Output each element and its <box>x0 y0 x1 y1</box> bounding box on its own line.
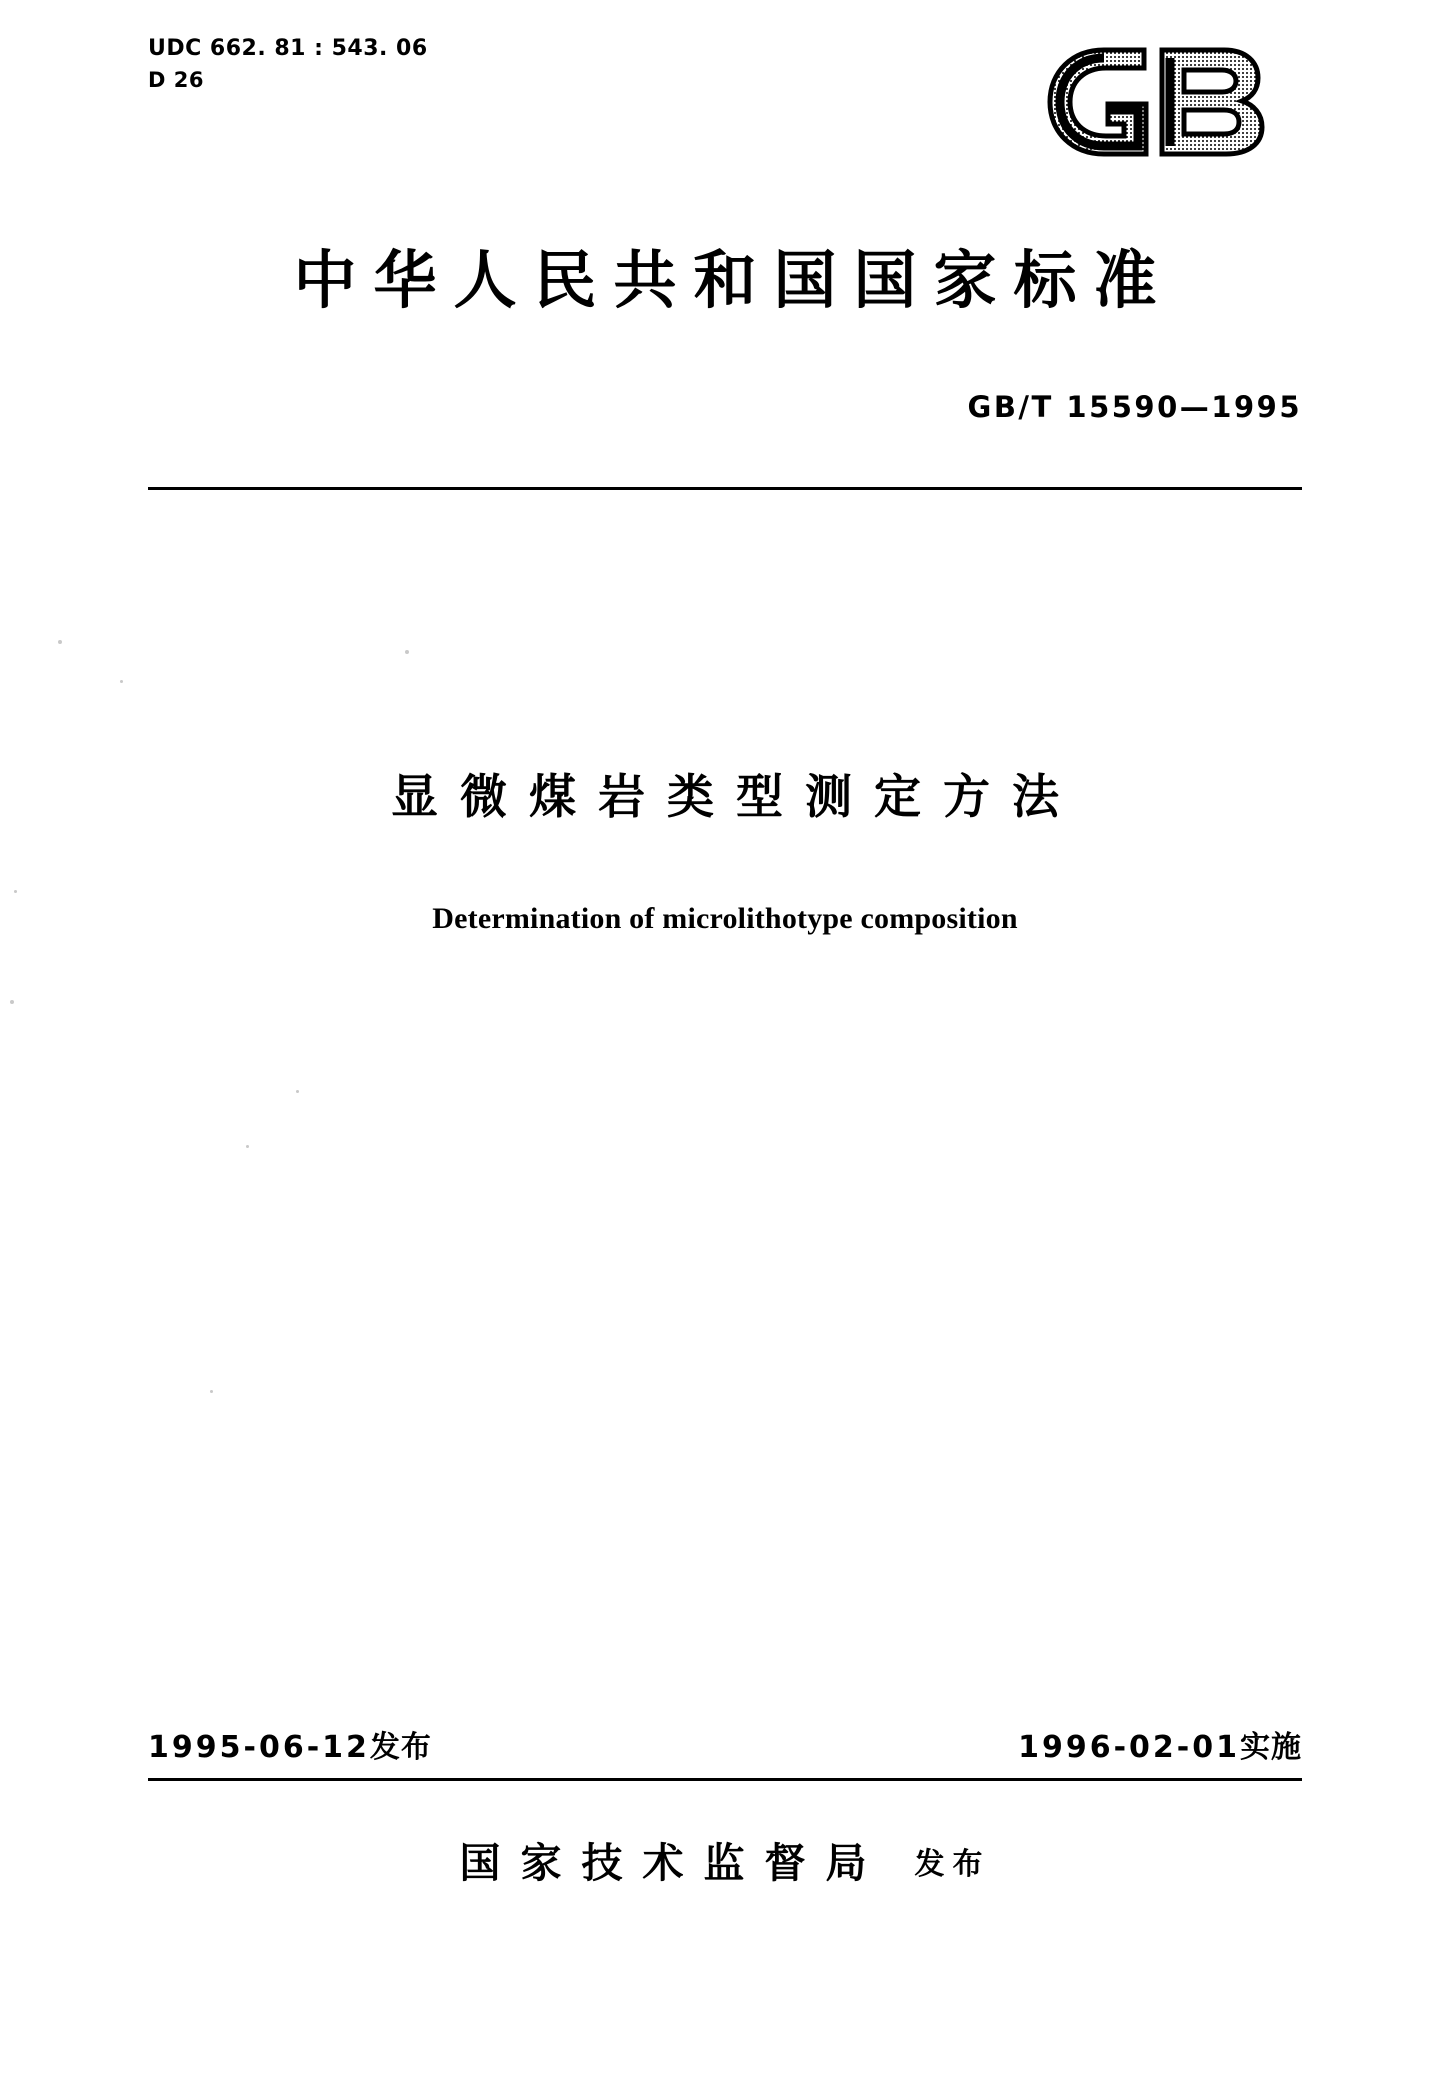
scan-speck <box>296 1090 299 1093</box>
issue-date-label: 发布 <box>369 1730 432 1765</box>
top-divider <box>148 487 1302 490</box>
issue-date <box>148 1722 432 1766</box>
national-standard-title: 中华人民共和国国家标准 <box>293 244 1174 317</box>
gb-logo-icon <box>1040 40 1310 160</box>
scan-speck <box>14 890 17 893</box>
effective-date-value: 1996-02-01 <box>1018 1730 1240 1765</box>
udc-code: UDC 662. 81 : 543. 06 <box>148 36 428 61</box>
document-title-english: Determination of microlithotype composition <box>432 902 1018 935</box>
bottom-divider <box>148 1778 1302 1781</box>
publisher-action: 发布 <box>914 1847 991 1882</box>
publisher-line <box>0 1830 1450 1889</box>
publisher-organization: 国家技术监督局 <box>459 1839 887 1887</box>
udc-classification <box>148 34 428 94</box>
issue-date-value: 1995-06-12 <box>148 1730 370 1765</box>
effective-date-label: 实施 <box>1240 1730 1302 1765</box>
udc-category: D 26 <box>148 67 204 92</box>
scan-speck <box>210 1390 213 1393</box>
scan-speck <box>120 680 123 683</box>
scan-speck <box>405 650 409 654</box>
effective-date <box>1018 1722 1302 1766</box>
scan-speck <box>10 1000 14 1004</box>
scan-speck <box>58 640 62 644</box>
scan-speck <box>246 1145 249 1148</box>
document-title-chinese: 显微煤岩类型测定方法 <box>391 770 1081 825</box>
standard-number: GB/T 15590—1995 <box>967 390 1302 424</box>
